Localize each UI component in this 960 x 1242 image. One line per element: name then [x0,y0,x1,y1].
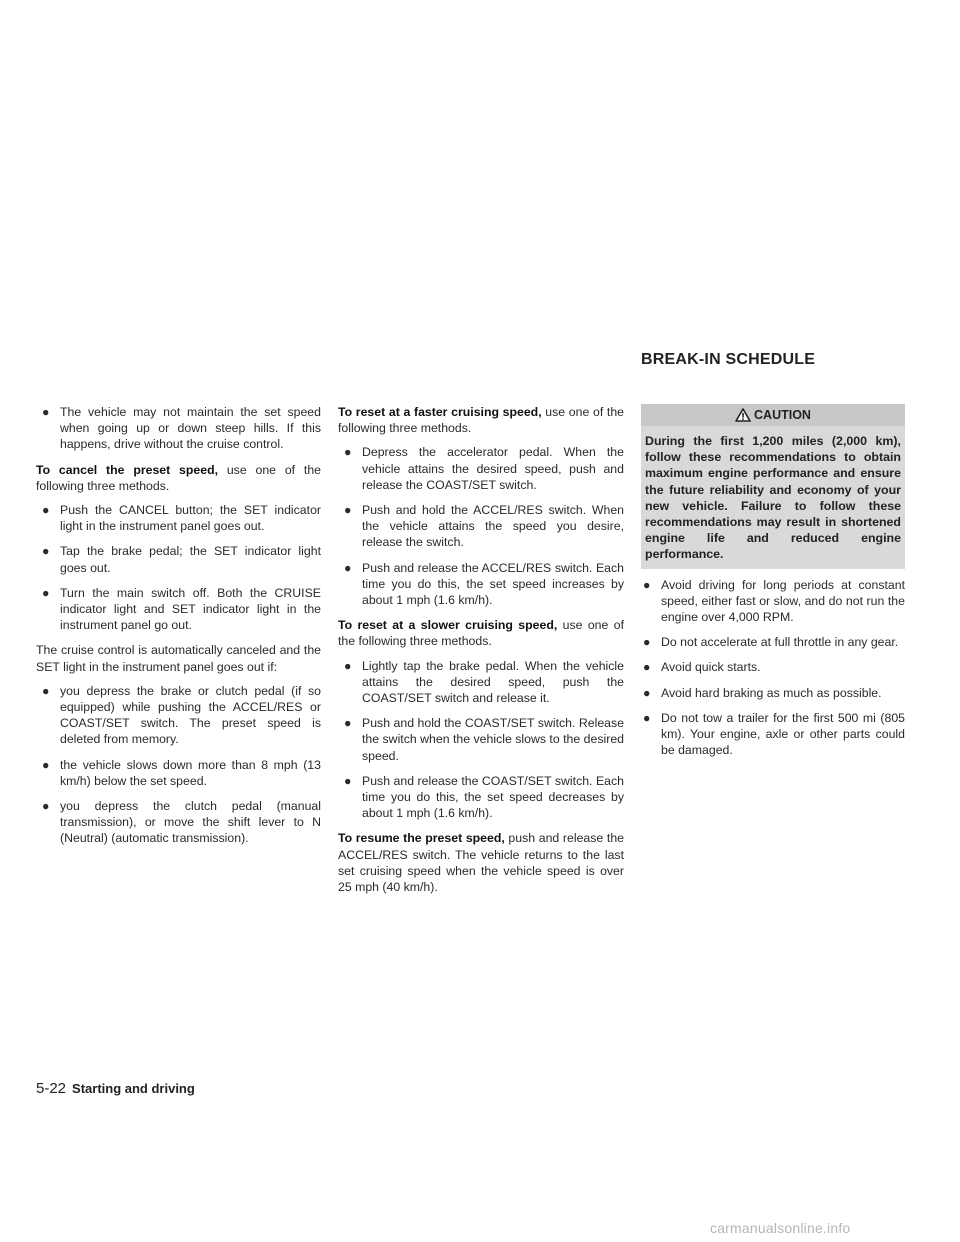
auto-cancel-paragraph: The cruise control is automatically canceled and the SET light in the instrument panel goes out if: [36,643,321,674]
bullet-icon: ● [643,660,651,675]
list-item: ● Push and hold the ACCEL/RES switch. When the vehicle attains the speed you desire, release the switch. [344,503,624,550]
caution-box [641,404,905,569]
bullet-icon: ● [42,585,50,600]
bullet-icon: ● [42,799,50,814]
list-item: ● Lightly tap the brake pedal. When the vehicle attains the desired speed, push the COAST/SET switch and release it. [344,658,624,706]
list-item: ● you depress the clutch pedal (manual transmission), or move the shift lever to N (Neutral) (automatic transmission). [42,799,321,846]
list-item: ● the vehicle slows down more than 8 mph (13 km/h) below the set speed. [42,757,321,788]
page-number: 5-22 [36,1080,67,1097]
list-item: ● Tap the brake pedal; the SET indicator light goes out. [42,544,321,575]
resume-paragraph: To resume the preset speed, push and release the ACCEL/RES switch. The vehicle returns to the last set cruising speed when the vehicle speed is over 25 mph (40 km/h). [338,831,624,895]
bullet-icon: ● [344,716,352,731]
list-item: ● Push the CANCEL button; the SET indicator light in the instrument panel goes out. [42,503,321,534]
list-item: ● The vehicle may not maintain the set speed when going up or down steep hills. If this happens, drive without the cruise control. [42,405,321,452]
bullet-icon: ● [643,710,651,725]
list-item: ● Turn the main switch off. Both the CRUISE indicator light and SET indicator light in the instrument panel go out. [42,585,321,633]
column-3 [641,404,905,767]
list-item: ● Avoid quick starts. [643,660,761,675]
list-item: ● Push and hold the COAST/SET switch. Release the switch when the vehicle slows to the desired speed. [344,716,624,763]
bullet-icon: ● [643,685,651,700]
page-footer [36,1080,195,1097]
slower-paragraph: To reset at a slower cruising speed, use one of the following three methods. [338,618,624,649]
footer-section-title: Starting and driving [72,1081,195,1096]
bullet-icon: ● [344,445,352,460]
bullet-icon: ● [344,503,352,518]
watermark: carmanualsonline.info [710,1220,851,1236]
bullet-icon: ● [42,405,50,419]
bullet-icon: ● [344,658,352,673]
caution-label: CAUTION [754,407,811,422]
bullet-icon: ● [42,757,50,772]
bullet-icon: ● [42,683,50,698]
faster-paragraph: To reset at a faster cruising speed, use one of the following three methods. [338,405,624,436]
column-2 [338,404,624,903]
caution-text: During the first 1,200 miles (2,000 km), follow these recommendations to obtain maximum engine performance and ensure the future reliability and economy of your new vehicle. Failure to follow these recommendations may result in shortened engine life and reduced engine performance. [645,434,901,562]
list-item: ● Avoid hard braking as much as possible. [643,685,882,700]
bullet-icon: ● [643,577,651,592]
list-item: ● Do not tow a trailer for the first 500 mi (805 km). Your engine, axle or other parts could be damaged. [643,710,905,758]
list-item: ● you depress the brake or clutch pedal (if so equipped) while pushing the ACCEL/RES or COAST/SET switch. The preset speed is deleted from memory. [42,683,321,747]
bullet-icon: ● [643,635,651,650]
bullet-icon: ● [42,503,50,518]
cancel-paragraph: To cancel the preset speed, use one of the following three methods. [36,462,322,493]
list-item: ● Push and release the COAST/SET switch. Each time you do this, the set speed decreases by about 1 mph (1.6 km/h). [344,773,624,821]
warning-triangle-icon [735,408,751,422]
bullet-icon: ● [344,773,352,788]
list-item: ● Avoid driving for long periods at constant speed, either fast or slow, and do not run the engine over 4,000 RPM. [643,577,905,625]
bullet-icon: ● [344,560,352,575]
list-item: ● Depress the accelerator pedal. When the vehicle attains the desired speed, push and release the COAST/SET switch. [344,445,624,492]
list-item: ● Push and release the ACCEL/RES switch. Each time you do this, the set speed increases by about 1 mph (1.6 km/h). [344,560,624,608]
caution-header [641,404,905,426]
bullet-icon: ● [42,544,50,559]
section-title: BREAK-IN SCHEDULE [641,351,816,368]
list-item: ● Do not accelerate at full throttle in any gear. [643,635,899,650]
column-1 [36,404,321,856]
